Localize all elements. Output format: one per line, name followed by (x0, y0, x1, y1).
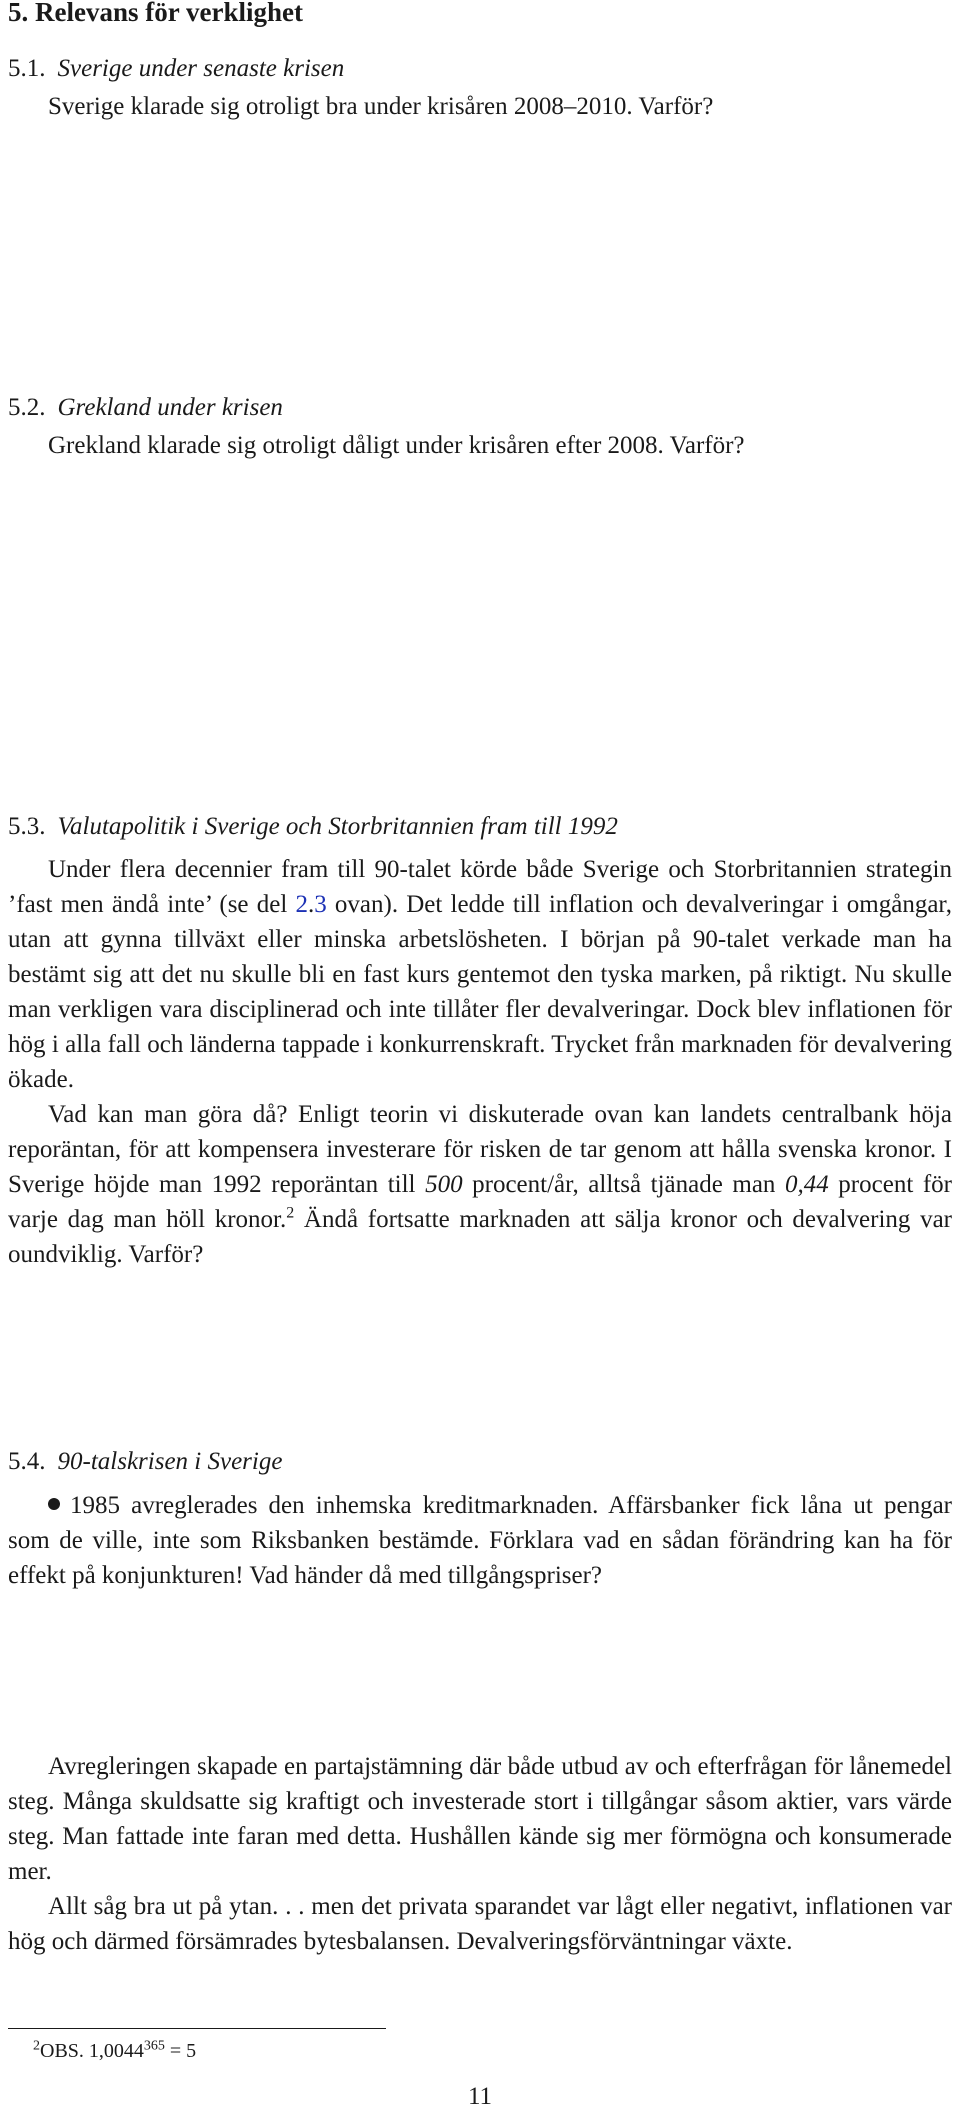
subsection-title: Valutapolitik i Sverige och Storbritannien fram till 1992 (57, 813, 618, 840)
footnote-marker[interactable]: 2 (286, 1204, 295, 1222)
rate-value: 500 (425, 1171, 463, 1198)
paragraph-deregulation: Avregleringen skapade en partajstämning där både utbud av och efterfrågan för lånemedel steg. Många skuldsatte sig kraftigt och investerade stort i tillgångar såsom aktier, vars värde steg. Man fattade inte faran med detta. Hushållen kände sig mer förmögna och konsumerade mer. (8, 1753, 952, 1885)
subsection-title: Sverige under senaste krisen (57, 55, 345, 82)
bullet-icon (48, 1498, 60, 1510)
subsection-5-2-text: Grekland klarade sig otroligt dåligt under krisåren efter 2008. Varför? (48, 432, 745, 459)
subsection-heading-5-2 (8, 391, 283, 425)
footnote: $^2$OBS. $1,0044^{365} = 5$ (33, 2038, 197, 2062)
subsection-number: 5.2. (8, 394, 46, 421)
subsection-heading-5-3 (8, 810, 618, 844)
subsection-5-1-text: Sverige klarade sig otroligt bra under krisåren 2008–2010. Varför? (48, 93, 714, 120)
paragraph-surface: Allt såg bra ut på ytan. . . men det privata sparandet var lågt eller negativt, inflationen var hög och därmed försämrades bytesbalansen. Devalveringsförväntningar växte. (8, 1893, 952, 1955)
bullet-item-credit-market: 1985 avreglerades den inhemska kreditmarknaden. Affärsbanker fick låna ut pengar som de ville, inte som Riksbanken bestämde. Förklara vad en sådan förändring kan ha för effekt på konjunkturen! Vad händer då med tillgångspriser? (8, 1492, 952, 1589)
subsection-title: 90-talskrisen i Sverige (57, 1448, 283, 1475)
footnote-base: 1,0044 (88, 2040, 144, 2062)
footnote-number: 2 (33, 2038, 40, 2054)
paragraph-currency-policy: Under flera decennier fram till 90-talet körde både Sverige och Storbritannien strategin ’fast men ändå inte’ (se del 2.3 ovan). Det ledde till inflation och devalveringar i omgångar, utan att gynna tillväxt eller minska arbetslösheten. I början på 90-talet verkade man ha bestämt sig att det nu skulle bli en fast kurs gentemot den tyska marken, på riktigt. Nu skulle man verkligen vara disciplinerad och inte tillåter fler devalveringar. Dock blev inflationen för hög i alla fall och länderna tappade i konkurrenskraft. Trycket från marknaden för devalvering ökade. (8, 856, 952, 1093)
section-reference-link[interactable]: 2 (295, 891, 308, 918)
subsection-5-4-body (8, 1749, 952, 1959)
subsection-number: 5.4. (8, 1448, 46, 1475)
subsection-5-3-body (8, 852, 952, 1272)
section-title: 5. Relevans för verklighet (8, 0, 303, 27)
footnote-exponent: 365 (143, 2038, 165, 2054)
section-reference-link[interactable]: 3 (314, 891, 327, 918)
daily-return-value: 0,44 (784, 1171, 829, 1198)
subsection-number: 5.1. (8, 55, 46, 82)
paragraph-interest-rate: Vad kan man göra då? Enligt teorin vi diskuterade ovan kan landets centralbank höja reporäntan, för att kompensera investerare för risken de tar genom att hålla svenska kronor. I Sverige höjde man 1992 reporäntan till 500 procent/år, alltså tjänade man 0,44 procent för varje dag man höll kronor.$^2$ Ändå fortsatte marknaden att sälja kronor och devalvering var oundviklig. Varför? (8, 1101, 952, 1268)
subsection-title: Grekland under krisen (57, 394, 283, 421)
footnote-divider (8, 2028, 386, 2029)
subsection-heading-5-4 (8, 1445, 282, 1479)
page-number: 11 (467, 2083, 493, 2110)
subsection-number: 5.3. (8, 813, 46, 840)
subsection-heading-5-1 (8, 52, 344, 86)
